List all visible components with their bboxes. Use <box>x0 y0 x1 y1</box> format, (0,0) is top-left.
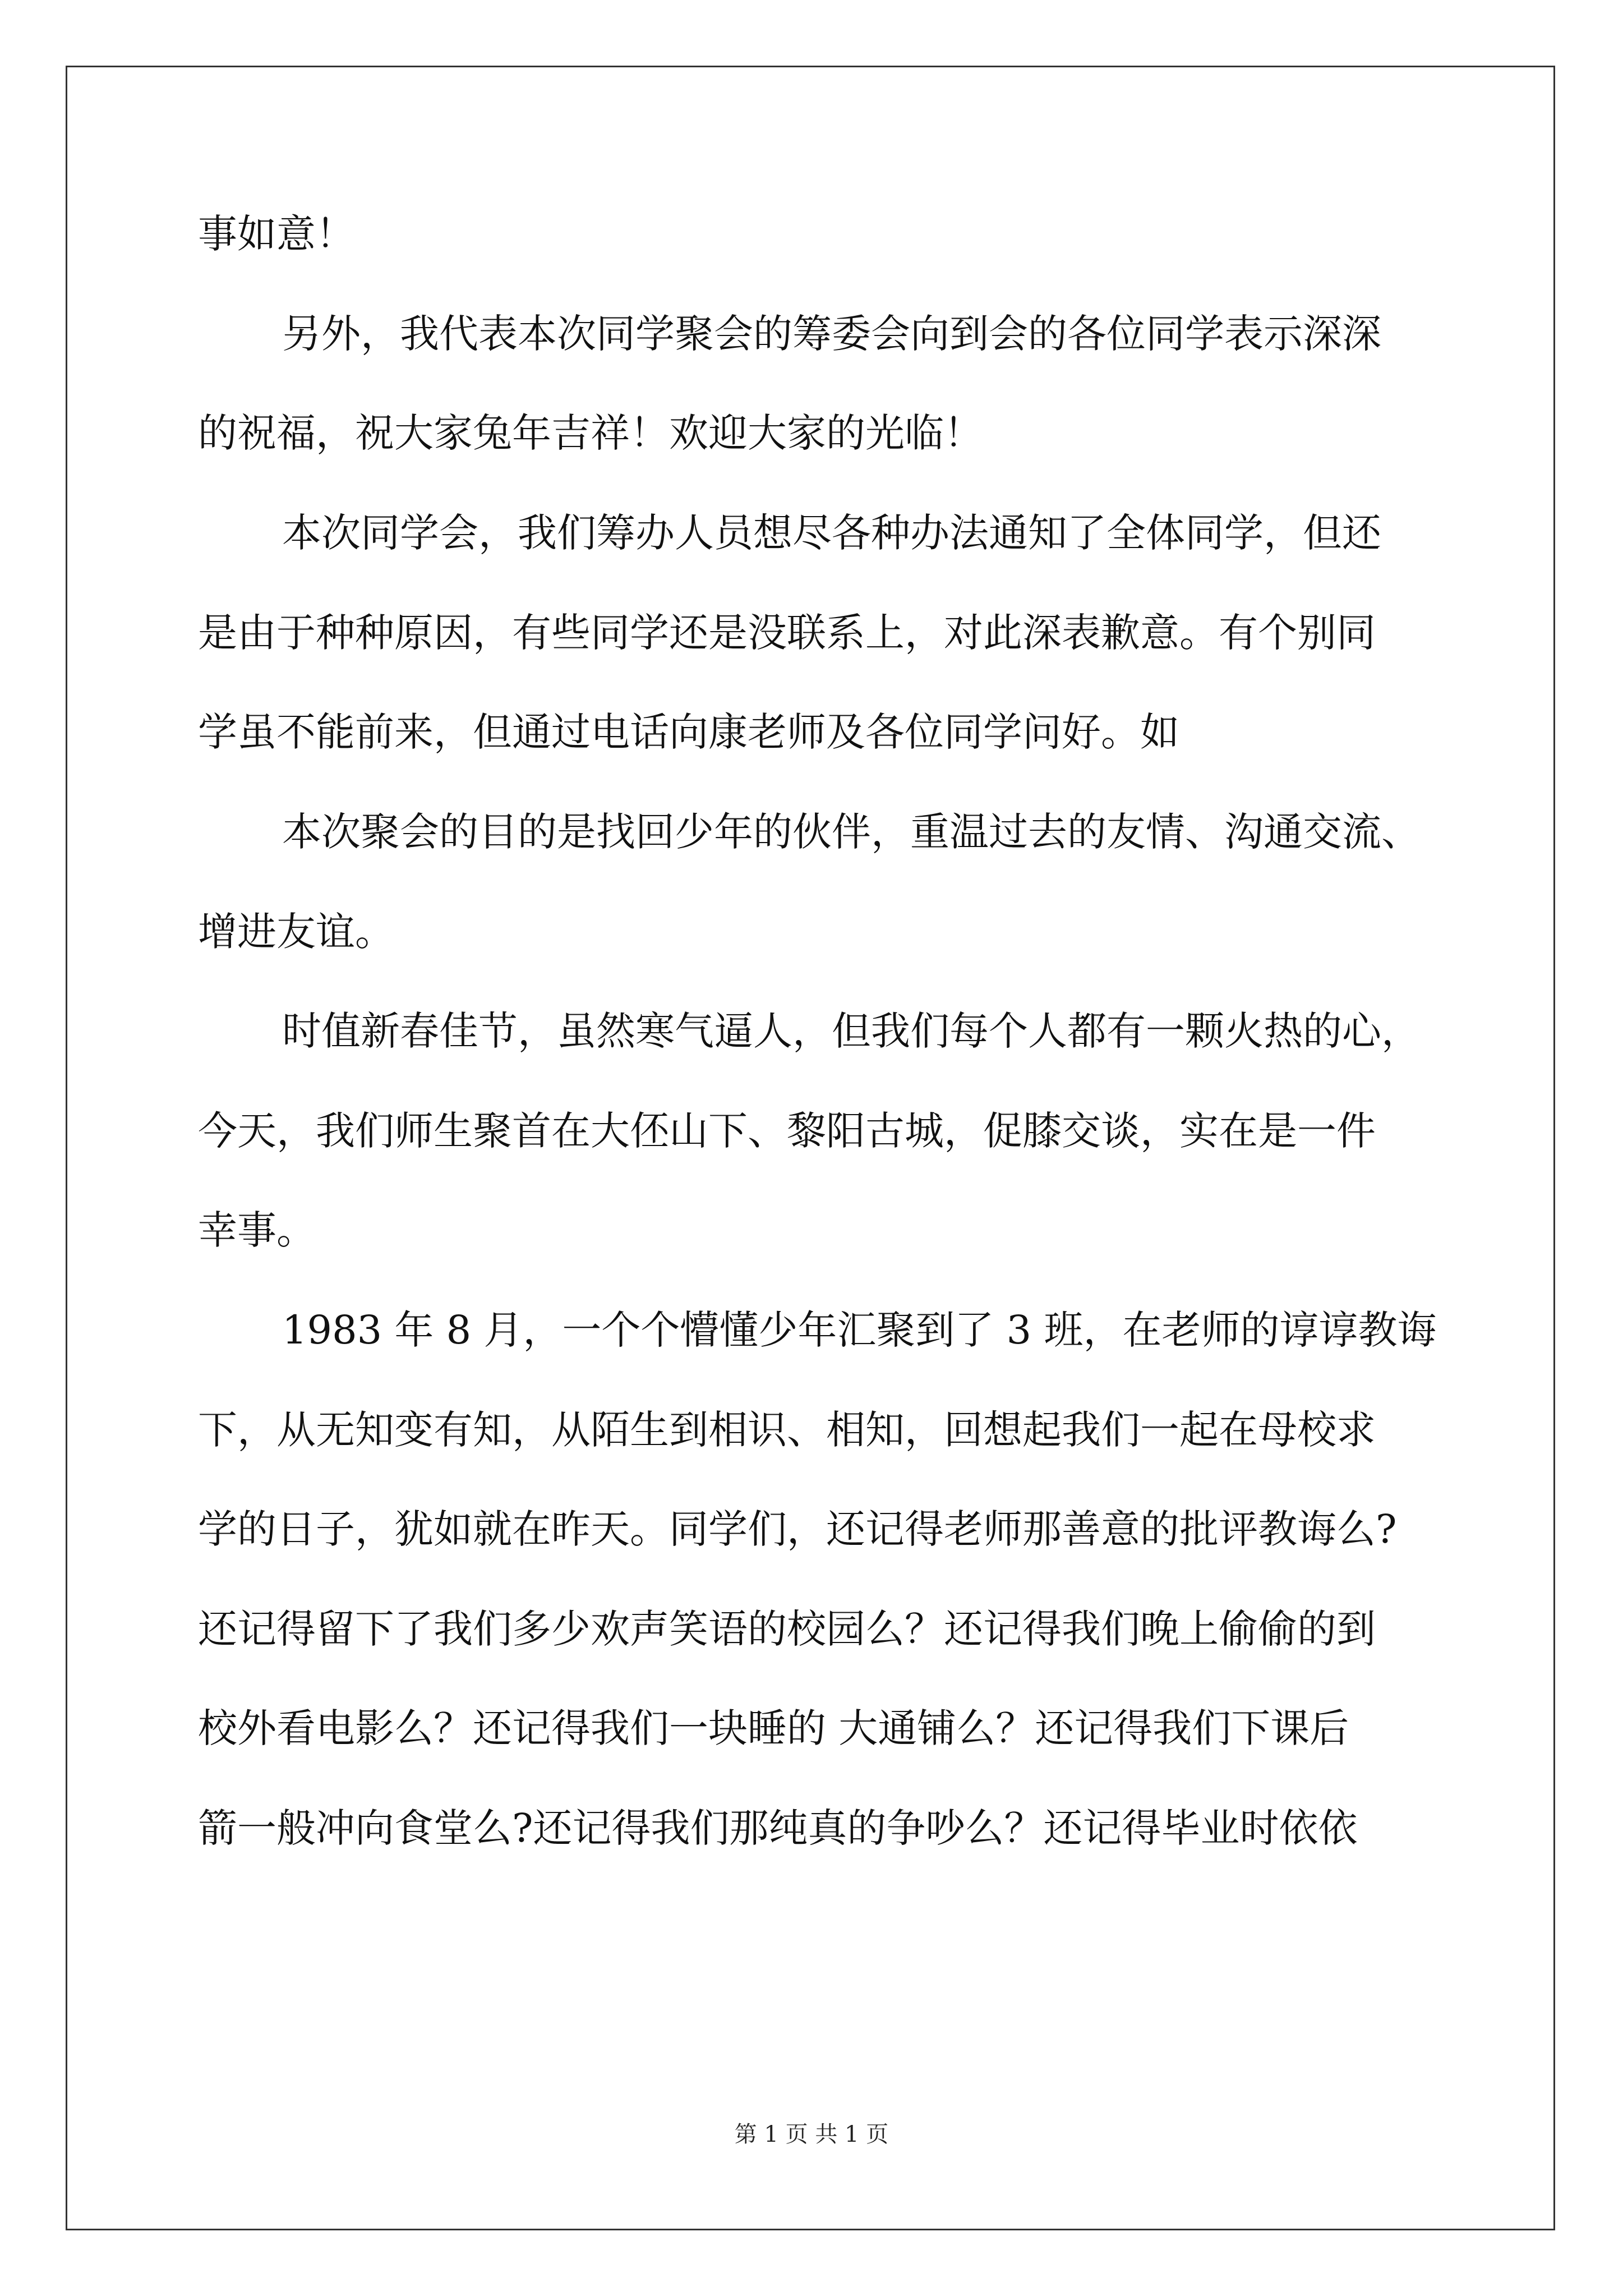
paragraph-line: 1983 年 8 月，一个个懵懂少年汇聚到了 3 班，在老师的谆谆教诲 <box>282 1307 1437 1353</box>
text-line: 今天，我们师生聚首在大伾山下、黎阳古城，促膝交谈，实在是一件 <box>198 1108 1376 1154</box>
text-line: 学虽不能前来，但通过电话向康老师及各位同学问好。如 <box>198 709 1179 755</box>
text-line: 箭一般冲向食堂么?还记得我们那纯真的争吵么？还记得毕业时依依 <box>198 1805 1358 1851</box>
text-line: 的祝福，祝大家兔年吉祥！欢迎大家的光临！ <box>198 410 983 456</box>
text-line: 校外看电影么？还记得我们一块睡的 大通铺么？还记得我们下课后 <box>198 1705 1349 1751</box>
text-line: 幸事。 <box>198 1207 316 1253</box>
text-line: 是由于种种原因，有些同学还是没联系上，对此深表歉意。有个别同 <box>198 610 1376 656</box>
text-line: 还记得留下了我们多少欢声笑语的校园么？还记得我们晚上偷偷的到 <box>198 1606 1376 1652</box>
page-number-footer: 第 1 页 共 1 页 <box>734 2122 889 2147</box>
text-line: 事如意！ <box>198 211 355 257</box>
text-line: 学的日子，犹如就在昨天。同学们，还记得老师那善意的批评教诲么? <box>198 1506 1397 1552</box>
text-line: 下，从无知变有知，从陌生到相识、相知，回想起我们一起在母校求 <box>198 1407 1376 1453</box>
paragraph-line: 时值新春佳节，虽然寒气逼人，但我们每个人都有一颗火热的心， <box>282 1008 1421 1054</box>
paragraph-line: 本次聚会的目的是找回少年的伙伴，重温过去的友情、沟通交流、 <box>282 809 1421 855</box>
paragraph-line: 本次同学会，我们筹办人员想尽各种办法通知了全体同学，但还 <box>282 510 1381 556</box>
paragraph-line: 另外，我代表本次同学聚会的筹委会向到会的各位同学表示深深 <box>282 311 1381 357</box>
text-line: 增进友谊。 <box>198 909 394 955</box>
